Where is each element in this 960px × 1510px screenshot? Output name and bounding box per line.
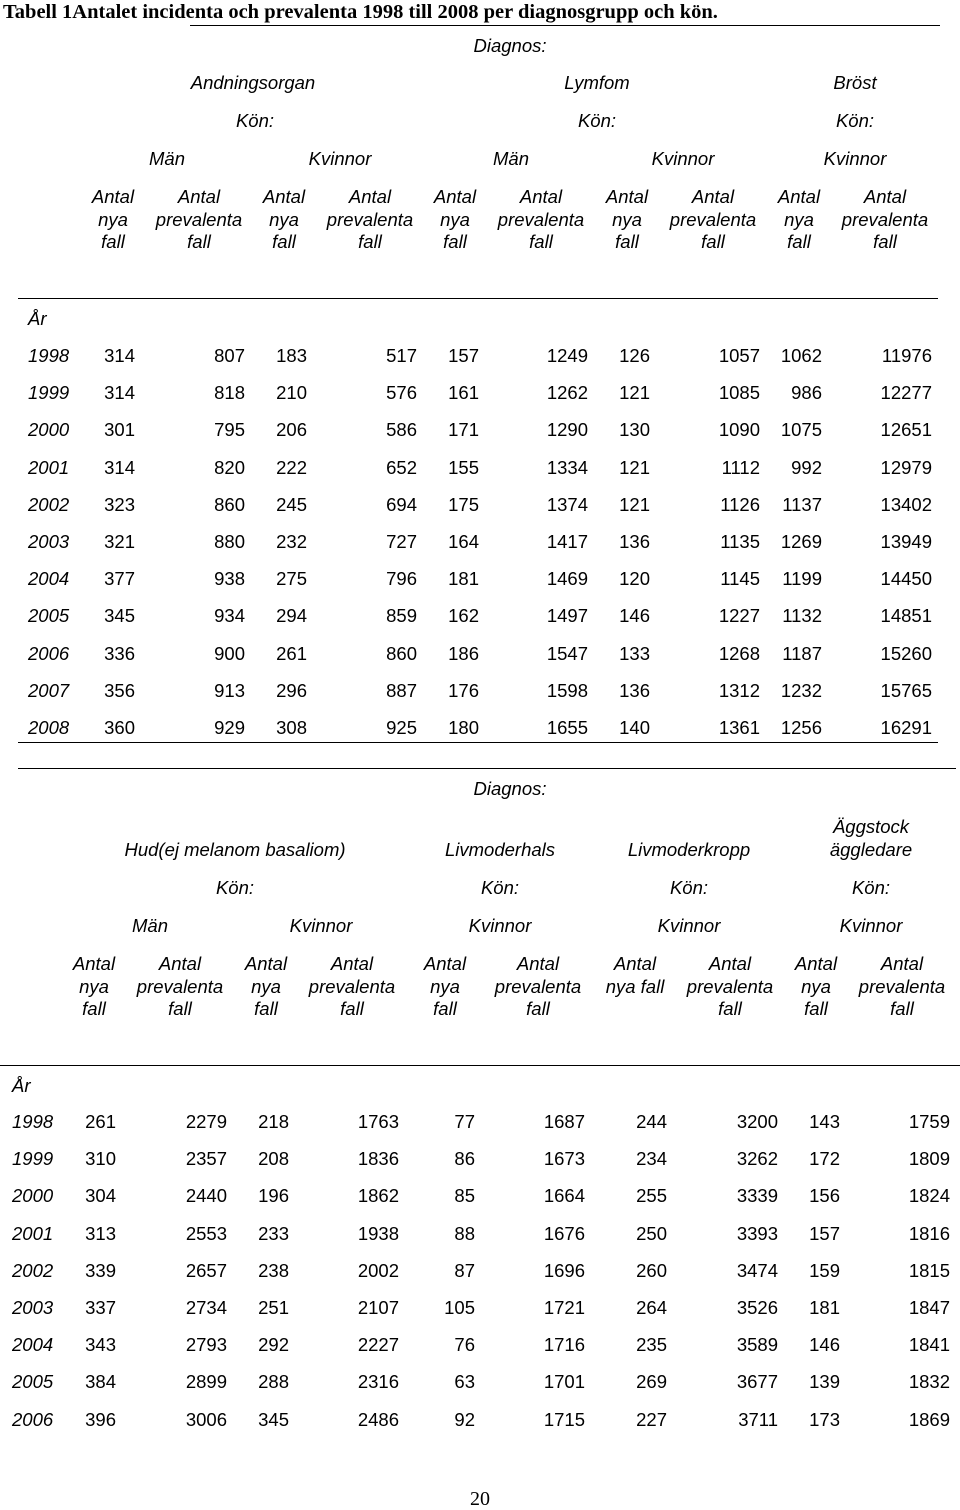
year-cell: 2000 — [12, 1185, 54, 1207]
value-cell: 1090 — [718, 419, 760, 441]
value-cell: 1763 — [357, 1111, 399, 1132]
table-2-group-hud: Hud(ej melanom basaliom) — [124, 839, 346, 860]
value-cell: 181 — [448, 568, 479, 590]
year-cell: 2002 — [28, 493, 70, 515]
column-header: Antal prevalenta fall — [669, 186, 757, 252]
column-header: Antal nya fall — [423, 953, 467, 1019]
year-cell: 1998 — [12, 1111, 54, 1132]
table-2-group-livmoderhals: Livmoderhals — [444, 839, 556, 860]
value-cell: 238 — [258, 1259, 289, 1281]
value-cell: 1701 — [543, 1371, 585, 1393]
table-2-sex-label: Kvinnor — [657, 915, 721, 936]
value-cell: 275 — [276, 568, 307, 590]
value-cell: 186 — [448, 642, 479, 664]
year-cell: 1998 — [28, 345, 70, 366]
value-cell: 181 — [809, 1297, 840, 1318]
value-cell: 133 — [619, 642, 650, 664]
value-cell: 1137 — [782, 493, 822, 515]
column-header: Antal nya fall — [605, 953, 665, 997]
table-2-group-aggstock: Äggstock äggledare — [829, 816, 913, 860]
value-cell: 1721 — [543, 1297, 585, 1318]
value-cell: 377 — [104, 568, 135, 590]
value-cell: 1696 — [543, 1259, 585, 1281]
value-cell: 321 — [104, 531, 135, 552]
table-1-group-brost: Bröst — [833, 72, 877, 93]
value-cell: 900 — [214, 642, 245, 664]
value-cell: 992 — [791, 456, 822, 478]
value-cell: 206 — [276, 419, 307, 441]
value-cell: 336 — [104, 642, 135, 664]
value-cell: 1687 — [543, 1111, 585, 1132]
value-cell: 860 — [214, 493, 245, 515]
value-cell: 3339 — [736, 1185, 778, 1207]
value-cell: 234 — [636, 1148, 667, 1170]
value-cell: 12979 — [880, 456, 932, 478]
value-cell: 11976 — [881, 345, 932, 366]
column-header: Antal nya fall — [244, 953, 288, 1019]
year-cell: 2000 — [28, 419, 70, 441]
value-cell: 1132 — [782, 605, 822, 627]
value-cell: 208 — [258, 1148, 289, 1170]
value-cell: 2002 — [357, 1259, 399, 1281]
value-cell: 384 — [85, 1371, 116, 1393]
year-cell: 2003 — [12, 1297, 54, 1318]
value-cell: 1938 — [357, 1222, 399, 1244]
value-cell: 156 — [809, 1185, 840, 1207]
value-cell: 235 — [636, 1334, 667, 1356]
value-cell: 1676 — [543, 1222, 585, 1244]
column-header: Antal prevalenta fall — [497, 186, 585, 252]
value-cell: 820 — [214, 456, 245, 478]
value-cell: 14851 — [880, 605, 932, 627]
year-cell: 1999 — [28, 382, 70, 404]
value-cell: 887 — [386, 679, 417, 701]
column-header: Antal nya fall — [91, 186, 135, 252]
value-cell: 261 — [276, 642, 307, 664]
value-cell: 1232 — [780, 679, 822, 701]
value-cell: 250 — [636, 1222, 667, 1244]
value-cell: 162 — [448, 605, 479, 627]
value-cell: 313 — [85, 1222, 116, 1244]
table-2-year-header: År — [12, 1075, 31, 1096]
column-header: Antal nya fall — [433, 186, 477, 252]
value-cell: 105 — [444, 1297, 475, 1318]
value-cell: 1135 — [720, 531, 760, 552]
year-cell: 2004 — [12, 1334, 54, 1356]
column-header: Antal prevalenta fall — [858, 953, 946, 1019]
value-cell: 12651 — [880, 419, 932, 441]
table-1-sex-label: Män — [493, 148, 529, 169]
value-cell: 934 — [214, 605, 245, 627]
value-cell: 155 — [448, 456, 479, 478]
value-cell: 1075 — [780, 419, 822, 441]
column-header: Antal prevalenta fall — [686, 953, 774, 1019]
value-cell: 586 — [386, 419, 417, 441]
value-cell: 356 — [104, 679, 135, 701]
table-2-sex-label: Män — [132, 915, 168, 936]
table-1-sex-label: Kvinnor — [823, 148, 887, 169]
value-cell: 77 — [454, 1111, 475, 1132]
value-cell: 292 — [258, 1334, 289, 1356]
value-cell: 2107 — [357, 1297, 399, 1318]
value-cell: 3589 — [736, 1334, 778, 1356]
column-header: Antal prevalenta fall — [841, 186, 929, 252]
year-cell: 2002 — [12, 1259, 54, 1281]
table-1-header-rule — [18, 298, 938, 299]
value-cell: 2279 — [185, 1111, 227, 1132]
table-2-kon-label: Kön: — [851, 877, 891, 898]
value-cell: 727 — [386, 531, 417, 552]
value-cell: 1664 — [543, 1185, 585, 1207]
value-cell: 171 — [448, 419, 479, 441]
table-1-diagnos-label: Diagnos: — [473, 35, 547, 56]
value-cell: 120 — [619, 568, 650, 590]
value-cell: 818 — [214, 382, 245, 404]
value-cell: 86 — [454, 1148, 475, 1170]
value-cell: 1716 — [543, 1334, 585, 1356]
value-cell: 1256 — [780, 717, 822, 738]
column-header: Antal nya fall — [777, 186, 821, 252]
value-cell: 1057 — [718, 345, 760, 366]
column-header: Antal prevalenta fall — [326, 186, 414, 252]
value-cell: 339 — [85, 1259, 116, 1281]
value-cell: 1145 — [720, 568, 760, 590]
value-cell: 294 — [276, 605, 307, 627]
year-cell: 2006 — [28, 642, 70, 664]
value-cell: 261 — [85, 1111, 116, 1132]
value-cell: 3200 — [736, 1111, 778, 1132]
value-cell: 157 — [448, 345, 479, 366]
year-cell: 1999 — [12, 1148, 54, 1170]
table-2-kon-label: Kön: — [669, 877, 709, 898]
value-cell: 3526 — [736, 1297, 778, 1318]
value-cell: 913 — [214, 679, 245, 701]
value-cell: 3474 — [736, 1259, 778, 1281]
value-cell: 136 — [619, 679, 650, 701]
value-cell: 3393 — [736, 1222, 778, 1244]
value-cell: 175 — [448, 493, 479, 515]
year-cell: 2001 — [12, 1222, 54, 1244]
value-cell: 1815 — [908, 1259, 950, 1281]
value-cell: 1824 — [908, 1185, 950, 1207]
column-header: Antal prevalenta fall — [155, 186, 243, 252]
value-cell: 1497 — [546, 605, 588, 627]
value-cell: 1862 — [357, 1185, 399, 1207]
value-cell: 126 — [619, 345, 650, 366]
value-cell: 652 — [386, 456, 417, 478]
value-cell: 396 — [85, 1408, 116, 1430]
value-cell: 146 — [809, 1334, 840, 1356]
column-header: Antal nya fall — [262, 186, 306, 252]
value-cell: 1869 — [908, 1408, 950, 1430]
value-cell: 232 — [276, 531, 307, 552]
value-cell: 796 — [386, 568, 417, 590]
value-cell: 1126 — [720, 493, 760, 515]
value-cell: 88 — [454, 1222, 475, 1244]
value-cell: 807 — [214, 345, 245, 366]
value-cell: 92 — [454, 1408, 475, 1430]
value-cell: 314 — [104, 345, 135, 366]
value-cell: 1469 — [546, 568, 588, 590]
value-cell: 1268 — [718, 642, 760, 664]
table-1-sex-label: Kvinnor — [308, 148, 372, 169]
year-cell: 2004 — [28, 568, 70, 590]
table-1-group-andningsorgan: Andningsorgan — [190, 72, 316, 93]
value-cell: 130 — [619, 419, 650, 441]
value-cell: 121 — [619, 456, 650, 478]
value-cell: 3677 — [736, 1371, 778, 1393]
table-1-year-header: År — [28, 308, 47, 329]
value-cell: 264 — [636, 1297, 667, 1318]
value-cell: 85 — [454, 1185, 475, 1207]
value-cell: 218 — [258, 1111, 289, 1132]
value-cell: 3006 — [185, 1408, 227, 1430]
table-2-diagnos-label: Diagnos: — [473, 778, 547, 799]
value-cell: 2793 — [185, 1334, 227, 1356]
value-cell: 2553 — [185, 1222, 227, 1244]
value-cell: 1112 — [721, 456, 760, 478]
value-cell: 121 — [619, 382, 650, 404]
value-cell: 304 — [85, 1185, 116, 1207]
value-cell: 159 — [809, 1259, 840, 1281]
value-cell: 173 — [809, 1408, 840, 1430]
value-cell: 2440 — [185, 1185, 227, 1207]
value-cell: 314 — [104, 456, 135, 478]
page-title: Tabell 1Antalet incidenta och prevalenta 1998 till 2008 per diagnosgrupp och kön. — [3, 1, 718, 23]
value-cell: 1334 — [546, 456, 588, 478]
value-cell: 76 — [454, 1334, 475, 1356]
value-cell: 2486 — [357, 1408, 399, 1430]
value-cell: 1841 — [908, 1334, 950, 1356]
year-cell: 2003 — [28, 531, 70, 552]
table-2-top-rule — [18, 768, 956, 769]
value-cell: 1847 — [908, 1297, 950, 1318]
value-cell: 1547 — [546, 642, 588, 664]
value-cell: 164 — [448, 531, 479, 552]
value-cell: 1269 — [780, 531, 822, 552]
value-cell: 227 — [636, 1408, 667, 1430]
value-cell: 2734 — [185, 1297, 227, 1318]
value-cell: 16291 — [880, 717, 932, 738]
value-cell: 360 — [104, 717, 135, 738]
table-1-kon-label: Kön: — [577, 110, 617, 131]
value-cell: 288 — [258, 1371, 289, 1393]
value-cell: 13949 — [880, 531, 932, 552]
value-cell: 345 — [258, 1408, 289, 1430]
value-cell: 517 — [386, 345, 417, 366]
value-cell: 3262 — [736, 1148, 778, 1170]
table-2-kon-label: Kön: — [480, 877, 520, 898]
value-cell: 1085 — [718, 382, 760, 404]
value-cell: 157 — [809, 1222, 840, 1244]
value-cell: 310 — [85, 1148, 116, 1170]
value-cell: 1816 — [908, 1222, 950, 1244]
value-cell: 140 — [619, 717, 650, 738]
value-cell: 12277 — [880, 382, 932, 404]
value-cell: 15765 — [880, 679, 932, 701]
table-1-sex-label: Kvinnor — [651, 148, 715, 169]
value-cell: 343 — [85, 1334, 116, 1356]
table-2-sex-label: Kvinnor — [289, 915, 353, 936]
column-header: Antal nya fall — [794, 953, 838, 1019]
column-header: Antal prevalenta fall — [308, 953, 396, 1019]
value-cell: 255 — [636, 1185, 667, 1207]
value-cell: 14450 — [880, 568, 932, 590]
value-cell: 859 — [386, 605, 417, 627]
table-2-group-livmoderkropp: Livmoderkropp — [627, 839, 751, 860]
year-cell: 2005 — [12, 1371, 54, 1393]
value-cell: 2899 — [185, 1371, 227, 1393]
value-cell: 143 — [809, 1111, 840, 1132]
value-cell: 1598 — [546, 679, 588, 701]
value-cell: 251 — [258, 1297, 289, 1318]
value-cell: 1290 — [546, 419, 588, 441]
value-cell: 15260 — [880, 642, 932, 664]
table-2-sex-label: Kvinnor — [839, 915, 903, 936]
value-cell: 63 — [454, 1371, 475, 1393]
year-cell: 2001 — [28, 456, 70, 478]
value-cell: 1836 — [357, 1148, 399, 1170]
value-cell: 161 — [448, 382, 479, 404]
table-1-kon-label: Kön: — [835, 110, 875, 131]
value-cell: 795 — [214, 419, 245, 441]
value-cell: 1655 — [546, 717, 588, 738]
value-cell: 2657 — [185, 1259, 227, 1281]
year-cell: 2008 — [28, 717, 70, 738]
value-cell: 87 — [454, 1259, 475, 1281]
value-cell: 269 — [636, 1371, 667, 1393]
value-cell: 176 — [448, 679, 479, 701]
value-cell: 1832 — [908, 1371, 950, 1393]
value-cell: 136 — [619, 531, 650, 552]
value-cell: 929 — [214, 717, 245, 738]
table-1-bottom-rule — [18, 742, 938, 743]
column-header: Antal nya fall — [72, 953, 116, 1019]
value-cell: 880 — [214, 531, 245, 552]
column-header: Antal nya fall — [605, 186, 649, 252]
value-cell: 2227 — [357, 1334, 399, 1356]
table-2-sex-label: Kvinnor — [468, 915, 532, 936]
value-cell: 1199 — [782, 568, 822, 590]
year-cell: 2007 — [28, 679, 70, 701]
value-cell: 1187 — [782, 642, 822, 664]
table-1-group-lymfom: Lymfom — [564, 72, 630, 93]
value-cell: 308 — [276, 717, 307, 738]
value-cell: 13402 — [880, 493, 932, 515]
value-cell: 925 — [386, 717, 417, 738]
value-cell: 244 — [636, 1111, 667, 1132]
value-cell: 1417 — [546, 531, 588, 552]
table-2-kon-label: Kön: — [215, 877, 255, 898]
year-cell: 2005 — [28, 605, 70, 627]
value-cell: 2316 — [357, 1371, 399, 1393]
value-cell: 172 — [809, 1148, 840, 1170]
value-cell: 345 — [104, 605, 135, 627]
value-cell: 1312 — [718, 679, 760, 701]
value-cell: 2357 — [185, 1148, 227, 1170]
value-cell: 139 — [809, 1371, 840, 1393]
column-header: Antal prevalenta fall — [494, 953, 582, 1019]
value-cell: 1374 — [546, 493, 588, 515]
value-cell: 1715 — [543, 1408, 585, 1430]
value-cell: 121 — [619, 493, 650, 515]
value-cell: 233 — [258, 1222, 289, 1244]
value-cell: 314 — [104, 382, 135, 404]
value-cell: 196 — [258, 1185, 289, 1207]
value-cell: 222 — [276, 456, 307, 478]
table-2-header-rule — [0, 1065, 960, 1066]
value-cell: 245 — [276, 493, 307, 515]
table-1-top-rule — [190, 25, 940, 26]
value-cell: 694 — [386, 493, 417, 515]
value-cell: 323 — [104, 493, 135, 515]
value-cell: 180 — [448, 717, 479, 738]
value-cell: 576 — [386, 382, 417, 404]
value-cell: 3711 — [738, 1408, 778, 1430]
value-cell: 938 — [214, 568, 245, 590]
value-cell: 337 — [85, 1297, 116, 1318]
table-1-sex-label: Män — [149, 148, 185, 169]
value-cell: 1759 — [908, 1111, 950, 1132]
column-header: Antal prevalenta fall — [136, 953, 224, 1019]
value-cell: 1361 — [718, 717, 760, 738]
value-cell: 1249 — [546, 345, 588, 366]
value-cell: 1227 — [718, 605, 760, 627]
value-cell: 860 — [386, 642, 417, 664]
value-cell: 210 — [276, 382, 307, 404]
table-1-kon-label: Kön: — [235, 110, 275, 131]
value-cell: 301 — [104, 419, 135, 441]
value-cell: 183 — [276, 345, 307, 366]
value-cell: 1262 — [546, 382, 588, 404]
page-number: 20 — [470, 1488, 490, 1510]
value-cell: 146 — [619, 605, 650, 627]
value-cell: 1809 — [908, 1148, 950, 1170]
year-cell: 2006 — [12, 1408, 54, 1430]
value-cell: 986 — [791, 382, 822, 404]
value-cell: 1673 — [543, 1148, 585, 1170]
value-cell: 296 — [276, 679, 307, 701]
value-cell: 1062 — [780, 345, 822, 366]
value-cell: 260 — [636, 1259, 667, 1281]
